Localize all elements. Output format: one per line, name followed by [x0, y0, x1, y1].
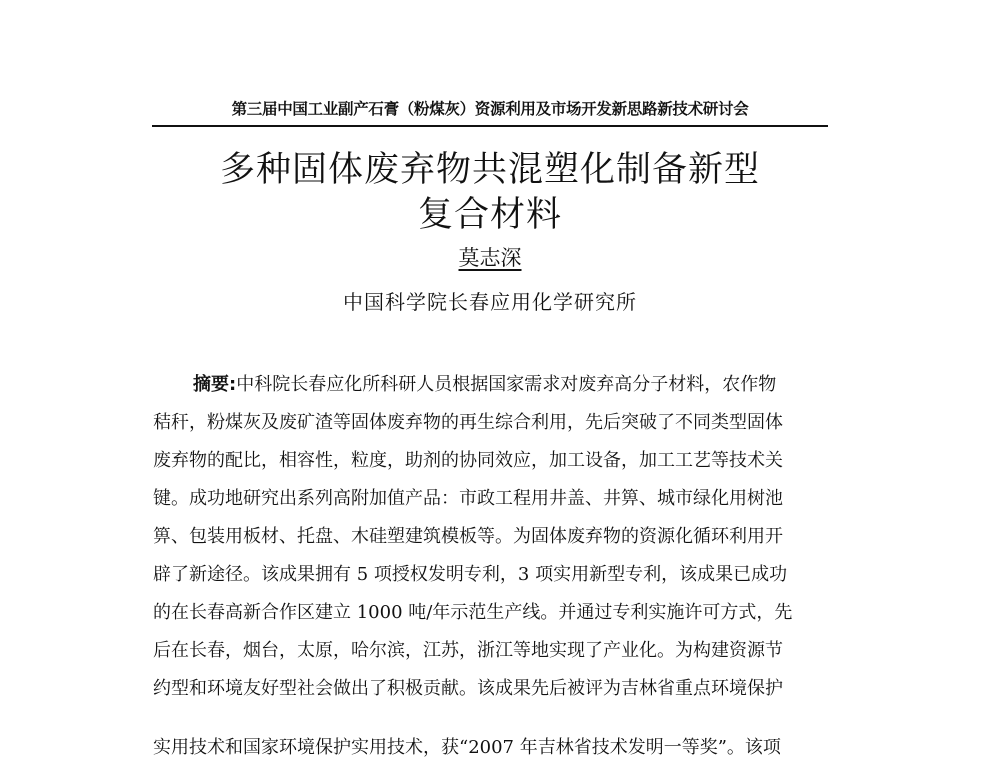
abstract-line: 后在长春，烟台，太原，哈尔滨，江苏，浙江等地实现了产业化。为构建资源节: [153, 640, 783, 661]
abstract-line: 键。成功地研究出系列高附加值产品：市政工程用井盖、井箅、城市绿化用树池: [153, 488, 783, 509]
author-name: [150, 244, 830, 272]
paper-title-line-1: 多种固体废弃物共混塑化制备新型: [219, 150, 760, 190]
abstract-line: 约型和环境友好型社会做出了积极贡献。该成果先后被评为吉林省重点环境保护: [153, 678, 783, 699]
abstract-line-text: 中科院长春应化所科研人员根据国家需求对废弃高分子材料，农作物: [236, 374, 777, 395]
abstract-line: [153, 373, 868, 397]
abstract-line: 箅、包装用板材、托盘、木硅塑建筑模板等。为固体废弃物的资源化循环利用开: [153, 526, 783, 547]
author-name-text: 莫志深: [458, 246, 522, 270]
paper-title-line-2: 复合材料: [417, 195, 562, 235]
abstract-label: 摘要:: [193, 374, 237, 395]
header-rule: [152, 125, 828, 127]
author-affiliation: 中国科学院长春应用化学研究所: [343, 290, 637, 314]
abstract-line: 废弃物的配比，相容性，粒度，助剂的协同效应，加工设备，加工工艺等技术关: [153, 450, 783, 471]
conference-running-header: 第三届中国工业副产石膏（粉煤灰）资源利用及市场开发新思路新技术研讨会: [231, 100, 749, 118]
abstract-line: 秸秆，粉煤灰及废矿渣等固体废弃物的再生综合利用，先后突破了不同类型固体: [153, 412, 783, 433]
abstract-line: 的在长春高新合作区建立 1000 吨/年示范生产线。并通过专利实施许可方式，先: [153, 602, 793, 623]
abstract-line-cut-off: 实用技术和国家环境保护实用技术，获“2007 年吉林省技术发明一等奖”。该项: [153, 737, 781, 758]
abstract-line: 辟了新途径。该成果拥有 5 项授权发明专利，3 项实用新型专利，该成果已成功: [153, 564, 788, 585]
